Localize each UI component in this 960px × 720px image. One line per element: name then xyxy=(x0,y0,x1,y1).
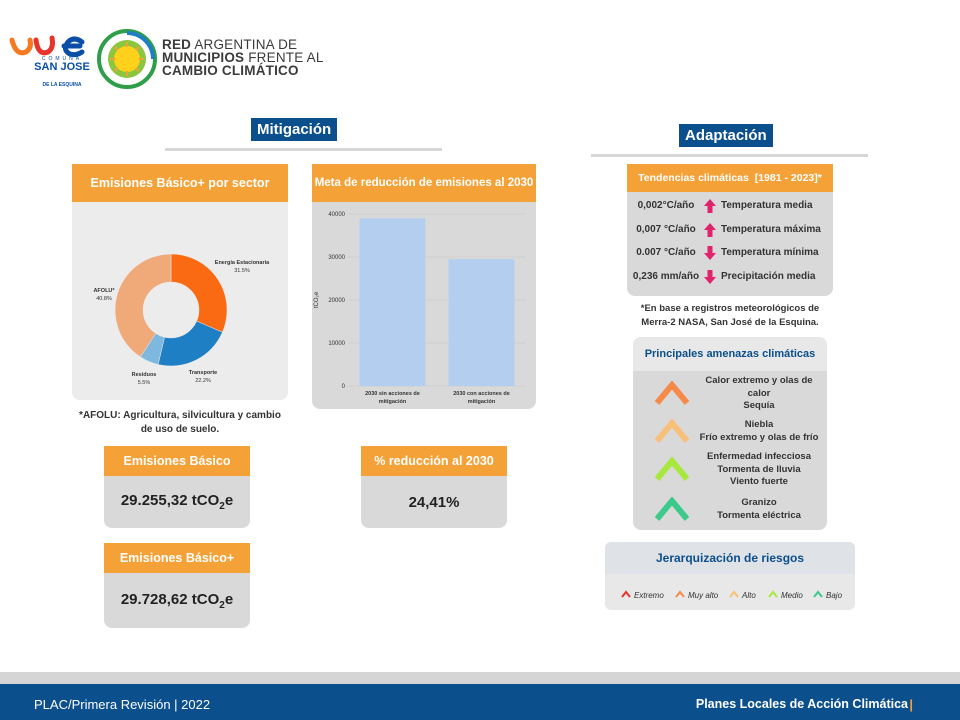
trend-value: 0,236 mm/año xyxy=(632,270,700,282)
chevron-up-icon xyxy=(768,590,778,600)
san-jose-logo xyxy=(8,34,88,86)
reduction-value: 24,41% xyxy=(408,493,460,511)
y-tick-label: 30000 xyxy=(328,255,345,261)
arrow-up-icon xyxy=(703,198,717,216)
red-argentina-text xyxy=(162,38,324,77)
trends-title-text: Tendencias climáticas xyxy=(638,172,749,184)
donut-slice-label: AFOLU* xyxy=(93,288,115,294)
reduction-body xyxy=(361,476,507,528)
risk-legend-item xyxy=(621,590,664,600)
basic-emissions-subscript: 2 xyxy=(219,501,225,512)
basic-plus-emissions-number: 29.728,62 tCO xyxy=(120,590,220,608)
red-line1-bold: RED xyxy=(162,37,192,52)
adaptation-title: Adaptación xyxy=(679,124,773,147)
risk-legend-label: Extremo xyxy=(634,590,664,600)
donut-slice xyxy=(158,321,222,366)
footer-bar: | xyxy=(909,697,913,712)
mitigation-divider xyxy=(165,148,442,151)
trend-label: Temperatura máxima xyxy=(721,223,821,235)
risk-legend-item xyxy=(675,590,718,600)
risk-ranking-title: Jerarquización de riesgos xyxy=(605,542,855,574)
basic-emissions-suffix: e xyxy=(224,492,234,509)
threat-text xyxy=(699,375,819,413)
basic-emissions-title: Emisiones Básico xyxy=(104,446,250,476)
risk-ranking-card xyxy=(605,542,855,610)
risk-legend-label: Muy alto xyxy=(688,590,719,600)
bar xyxy=(360,218,426,386)
basic-plus-emissions-subscript: 2 xyxy=(219,599,225,611)
threats-title: Principales amenazas climáticas xyxy=(633,337,827,371)
chevron-up-icon xyxy=(655,497,689,519)
trends-period: [1981 - 2023]* xyxy=(754,172,822,184)
donut-slice-label: Residuos xyxy=(131,372,157,378)
afolu-note-line2: de uso de suelo. xyxy=(140,424,220,435)
chevron-up-icon xyxy=(813,590,823,600)
sun-logo-icon xyxy=(96,28,158,90)
footer-right: Planes Locales de Acción Climática xyxy=(695,697,908,711)
basic-plus-emissions-suffix: e xyxy=(224,590,234,608)
basic-emissions-body xyxy=(104,476,250,528)
x-tick-label: mitigación xyxy=(467,399,496,405)
basic-plus-emissions-title: Emisiones Básico+ xyxy=(104,543,250,573)
trend-row xyxy=(627,196,833,216)
donut-slice-value: 22.2% xyxy=(195,378,211,384)
threat-line: calor xyxy=(747,387,771,399)
risk-legend-label: Medio xyxy=(781,590,803,600)
trend-value: 0,007 °C/año xyxy=(636,223,696,235)
risk-legend-label: Bajo xyxy=(826,590,843,600)
red-line1: ARGENTINA DE xyxy=(194,37,298,52)
y-tick-label: 20000 xyxy=(328,298,345,304)
sj-name: SAN JOSE xyxy=(34,61,90,73)
red-line2-bold: MUNICIPIOS xyxy=(162,50,245,65)
sj-comuna-label: COMUNA xyxy=(41,56,83,62)
trends-title xyxy=(627,164,833,192)
threat-line: Frío extremo y olas de frío xyxy=(699,431,819,443)
risk-legend-item xyxy=(768,590,803,600)
donut-slice-label: Transporte xyxy=(188,370,218,376)
trend-label: Temperatura mínima xyxy=(721,247,819,258)
arrow-up-icon xyxy=(703,222,717,240)
footer-band xyxy=(0,672,960,684)
trends-body xyxy=(627,192,833,296)
sector-donut-chart xyxy=(72,202,288,400)
y-axis-label: tCO₂e xyxy=(314,291,320,309)
trend-label: Temperatura media xyxy=(721,200,813,211)
threat-line: Tormenta de lluvia xyxy=(717,463,801,475)
bar xyxy=(449,259,515,386)
chevron-up-icon xyxy=(655,419,689,441)
threats-card xyxy=(633,337,827,530)
threat-line: Viento fuerte xyxy=(730,476,788,487)
y-tick-label: 10000 xyxy=(328,341,345,347)
basic-plus-emissions-value xyxy=(121,591,233,611)
x-tick-label: 2030 sin acciones de xyxy=(365,391,420,397)
red-line3-bold: CAMBIO CLIMÁTICO xyxy=(162,63,299,78)
y-tick-label: 0 xyxy=(341,384,345,390)
x-tick-label: mitigación xyxy=(378,399,407,405)
arrow-down-icon xyxy=(703,269,717,287)
sj-sub: DE LA ESQUINA xyxy=(42,82,82,88)
trend-value: 0.007 °C/año xyxy=(636,247,696,258)
donut-slice-value: 5.5% xyxy=(137,380,151,386)
threat-text xyxy=(699,497,819,522)
reduction-title: % reducción al 2030 xyxy=(361,446,507,476)
donut-slice-value: 31.5% xyxy=(234,268,250,274)
basic-emissions-number: 29.255,32 tCO xyxy=(120,492,220,509)
threat-line: Granizo xyxy=(741,497,777,508)
basic-emissions-value xyxy=(121,492,233,512)
y-tick-label: 40000 xyxy=(328,212,345,218)
mitigation-title: Mitigación xyxy=(251,118,337,141)
footer xyxy=(0,684,960,720)
trend-row xyxy=(627,243,833,263)
red-argentina-logo xyxy=(96,28,158,90)
trend-row xyxy=(627,220,833,240)
donut-slice-label: Energía Estacionaria xyxy=(214,260,270,266)
adaptation-divider xyxy=(591,154,868,157)
sector-card-title: Emisiones Básico+ por sector xyxy=(72,164,288,202)
red-line2: FRENTE AL xyxy=(248,50,324,65)
x-tick-label: 2030 con acciones de xyxy=(453,391,510,397)
chevron-up-icon xyxy=(729,590,739,600)
trend-row xyxy=(627,267,833,287)
threat-text xyxy=(699,451,819,489)
trend-label: Precipitación media xyxy=(721,270,816,282)
threat-line: Sequía xyxy=(743,400,775,411)
threat-line: Tormenta eléctrica xyxy=(717,509,801,521)
meta-card-title: Meta de reducción de emisiones al 2030 xyxy=(312,164,536,202)
trends-note-line2: Merra-2 NASA, San José de la Esquina. xyxy=(641,317,819,328)
sector-card-body xyxy=(72,202,288,400)
threat-line: Enfermedad infecciosa xyxy=(706,451,811,462)
risk-legend-label: Alto xyxy=(742,590,756,600)
meta-card-body xyxy=(312,202,536,409)
chevron-up-icon xyxy=(655,381,689,403)
risk-legend-item xyxy=(813,590,842,600)
threat-line: Niebla xyxy=(744,419,774,430)
arrow-down-icon xyxy=(703,245,717,263)
trends-note-line1: *En base a registros meteorológicos de xyxy=(640,303,820,314)
donut-slice-value: 40.8% xyxy=(96,296,112,302)
reduction-bar-chart xyxy=(312,202,536,409)
afolu-note xyxy=(72,409,288,437)
chevron-up-icon xyxy=(621,590,631,600)
trend-value: 0,002°C/año xyxy=(637,200,695,211)
risk-legend xyxy=(605,590,855,602)
threat-line: Calor extremo y olas de xyxy=(705,375,813,386)
chevron-up-icon xyxy=(675,590,685,600)
afolu-note-line1: *AFOLU: Agricultura, silvicultura y cambio xyxy=(79,410,281,421)
footer-left: PLAC/Primera Revisión | 2022 xyxy=(34,697,211,712)
chevron-up-icon xyxy=(655,457,689,479)
trends-note xyxy=(627,302,833,330)
risk-legend-item xyxy=(729,590,756,600)
basic-plus-emissions-body xyxy=(104,573,250,628)
threat-text xyxy=(699,419,819,444)
